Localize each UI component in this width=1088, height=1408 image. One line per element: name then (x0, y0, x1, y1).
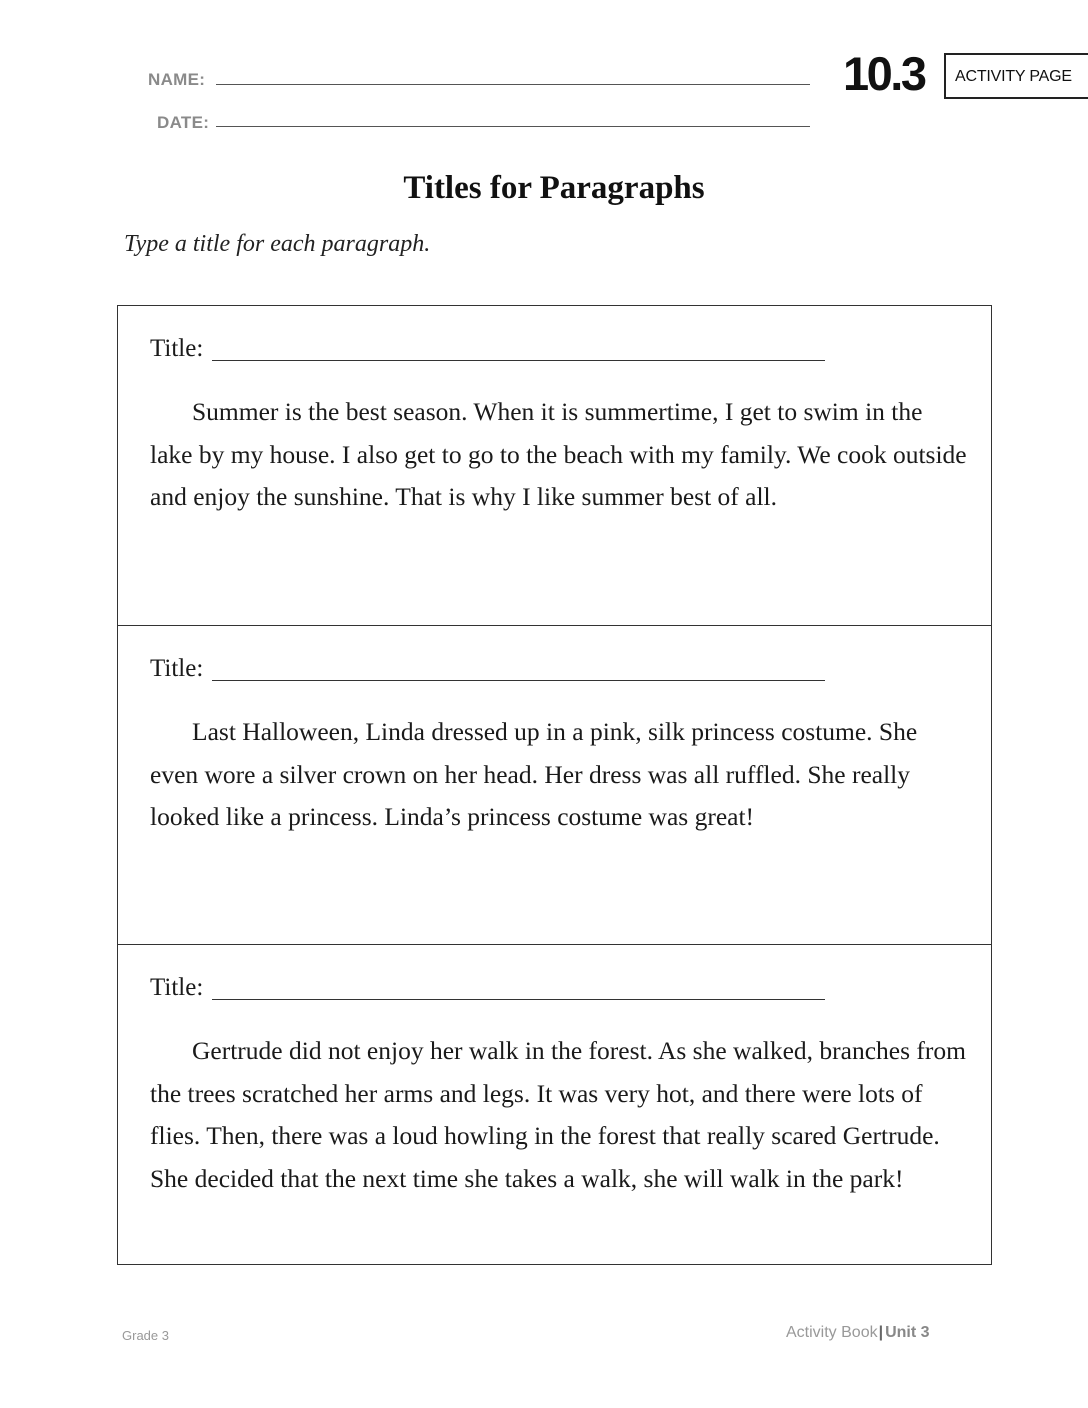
paragraph-text: Summer is the best season. When it is summertime, I get to swim in the lake by my house. I also get to go to the beach with my family. We cook outside and enjoy the sunshine. That is why I like summer best of all. (150, 397, 967, 512)
activity-number: 10.3 (843, 47, 925, 100)
instructions: Type a title for each paragraph. (124, 231, 431, 257)
footer-grade: Grade 3 (122, 1328, 169, 1343)
date-field[interactable] (216, 126, 810, 127)
title-label: Title: (150, 974, 204, 1001)
paragraph-table (117, 305, 992, 1265)
paragraph-text: Gertrude did not enjoy her walk in the forest. As she walked, branches from the trees scratched her arms and legs. It was very hot, and there were lots of flies. Then, there was a loud howling in the forest that really scared Gertrude. She decided that the next time she takes a walk, she will walk in the park! (150, 1036, 966, 1193)
paragraph-section-2 (118, 625, 991, 944)
date-label: DATE: (157, 113, 210, 132)
name-label: NAME: (148, 70, 206, 89)
activity-page-box (944, 53, 1088, 99)
paragraph-section-1 (118, 306, 991, 625)
title-label: Title: (150, 655, 204, 682)
footer-book: Activity Book (786, 1324, 878, 1341)
activity-page-label: ACTIVITY PAGE (955, 68, 1072, 85)
paragraph-section-3 (118, 944, 991, 1263)
title-input-3[interactable] (212, 999, 825, 1000)
name-field[interactable] (216, 84, 810, 85)
title-input-2[interactable] (212, 680, 825, 681)
footer-separator: | (878, 1324, 884, 1341)
page-title: Titles for Paragraphs (403, 170, 705, 206)
title-input-1[interactable] (212, 360, 825, 361)
footer-book-info (786, 1324, 930, 1342)
title-label: Title: (150, 335, 204, 362)
footer-unit: Unit 3 (885, 1324, 930, 1341)
paragraph-text: Last Halloween, Linda dressed up in a pink, silk princess costume. She even wore a silver crown on her head. Her dress was all ruffled. She really looked like a princess. Linda’s princess costume was great! (150, 717, 918, 832)
